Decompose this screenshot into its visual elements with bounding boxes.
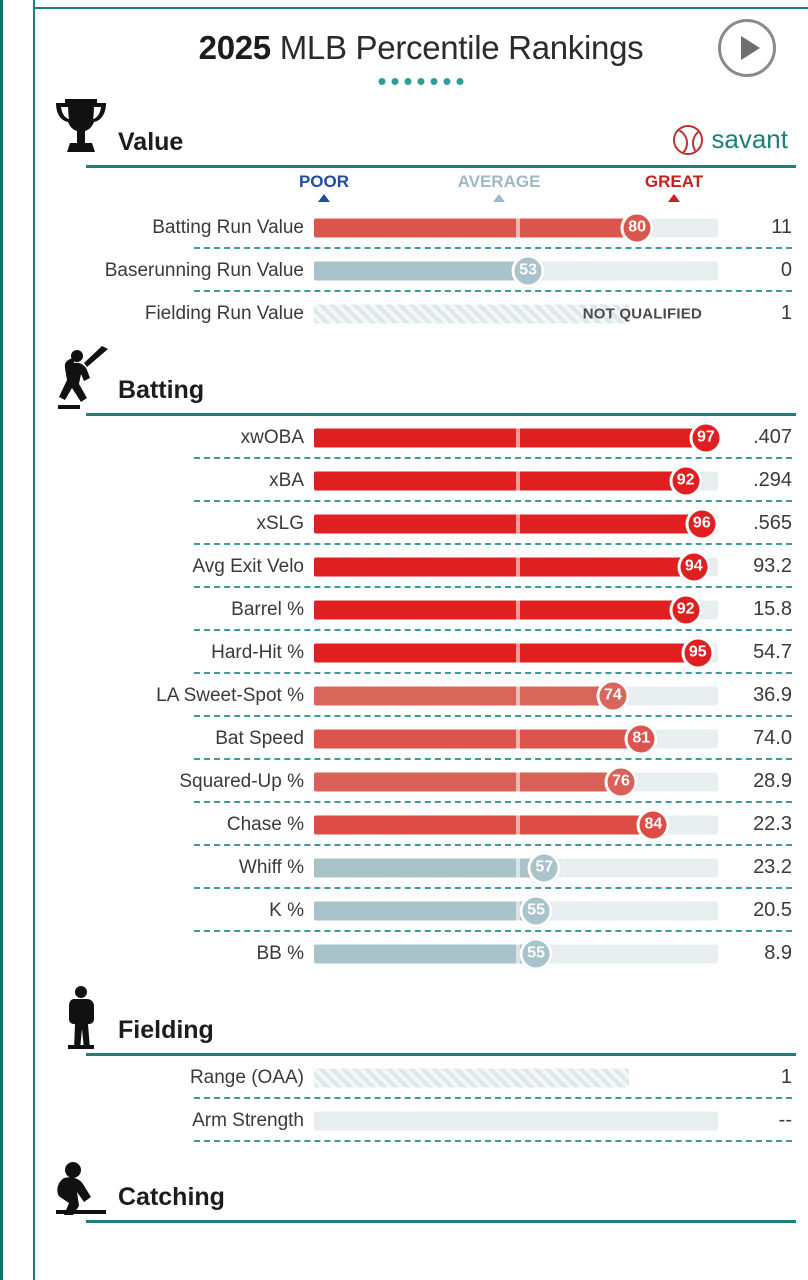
metric-bar-area: [314, 889, 718, 932]
not-qualified-note: NOT QUALIFIED: [582, 305, 702, 322]
legend-label-great: GREAT: [644, 172, 704, 191]
metric-row[interactable]: [46, 502, 796, 545]
percentile-bubble: 96: [685, 507, 718, 540]
left-border-rule: [33, 0, 35, 1280]
metric-label: Whiff %: [238, 856, 304, 878]
percentile-bubble: 92: [669, 593, 702, 626]
scale-legend: [46, 172, 796, 206]
metric-label: Baserunning Run Value: [104, 259, 304, 281]
metric-label: K %: [269, 899, 304, 921]
metric-fill: [314, 428, 706, 447]
rows-value: [46, 206, 796, 335]
metric-value: 22.3: [753, 813, 792, 835]
percentile-bubble: 94: [677, 550, 710, 583]
average-tick: [516, 557, 520, 576]
savant-brand: [673, 124, 788, 155]
row-separator: [194, 1140, 792, 1142]
section-rule-catching: [86, 1220, 796, 1223]
page-content: [36, 9, 808, 1280]
metric-row[interactable]: [46, 631, 796, 674]
section-rule-value: [86, 165, 796, 168]
batter-icon: [50, 343, 112, 413]
metric-label: Hard-Hit %: [211, 641, 304, 663]
legend-label-avg: AVERAGE: [457, 172, 541, 191]
metric-fill: [314, 643, 698, 662]
metric-fill: [314, 858, 544, 877]
average-tick: [516, 600, 520, 619]
carousel-dot[interactable]: [379, 78, 386, 85]
percentile-bubble: 80: [621, 211, 654, 244]
average-tick: [516, 772, 520, 791]
fielder-icon: [46, 981, 116, 1053]
metric-label: Range (OAA): [189, 1066, 304, 1088]
metric-bar-area: [314, 459, 718, 502]
metric-row[interactable]: [46, 932, 796, 975]
metric-value: 1: [780, 1066, 792, 1088]
metric-bar-area: [314, 932, 718, 975]
metric-value: --: [778, 1109, 792, 1131]
carousel-dot[interactable]: [457, 78, 464, 85]
average-tick: [516, 858, 520, 877]
legend-marker-great: [668, 194, 680, 202]
metric-fill: [314, 471, 686, 490]
rows-batting: [46, 416, 796, 975]
metric-bar-area: [314, 846, 718, 889]
metric-value: 1: [780, 302, 792, 324]
section-fielding: [46, 981, 796, 1142]
metric-row[interactable]: [46, 760, 796, 803]
metric-bar-area: [314, 1056, 718, 1099]
metric-row[interactable]: [46, 416, 796, 459]
metric-fill: [314, 944, 536, 963]
sections-container: [46, 93, 796, 1223]
metric-fill: [314, 815, 653, 834]
percentile-bubble: 55: [520, 894, 553, 927]
metric-fill: [314, 218, 637, 237]
page-title-year: 2025: [198, 29, 271, 66]
metric-label: xSLG: [256, 512, 304, 534]
carousel-dot[interactable]: [431, 78, 438, 85]
metric-row[interactable]: [46, 249, 796, 292]
section-header-catching: [46, 1148, 796, 1220]
percentile-bubble: 84: [637, 808, 670, 841]
metric-label: Batting Run Value: [152, 216, 304, 238]
section-catching: [46, 1148, 796, 1223]
metric-label: Avg Exit Velo: [192, 555, 304, 577]
carousel-dot[interactable]: [418, 78, 425, 85]
metric-row[interactable]: [46, 545, 796, 588]
metric-label: Arm Strength: [192, 1109, 304, 1131]
metric-label: Fielding Run Value: [144, 302, 304, 324]
average-tick: [516, 815, 520, 834]
metric-value: 0: [780, 259, 792, 281]
metric-bar-area: [314, 416, 718, 459]
percentile-bubble: 92: [669, 464, 702, 497]
metric-track: [314, 1068, 629, 1087]
average-tick: [516, 643, 520, 662]
metric-value: .294: [753, 469, 792, 491]
average-tick: [516, 686, 520, 705]
metric-label: Barrel %: [231, 598, 304, 620]
metric-bar-area: [314, 717, 718, 760]
metric-label: Squared-Up %: [179, 770, 304, 792]
rows-fielding: [46, 1056, 796, 1142]
percentile-bubble: 74: [596, 679, 629, 712]
metric-bar-area: [314, 249, 718, 292]
metric-row[interactable]: [46, 889, 796, 932]
average-tick: [516, 514, 520, 533]
metric-row[interactable]: [46, 803, 796, 846]
metric-bar-area: [314, 502, 718, 545]
metric-value: 54.7: [753, 641, 792, 663]
section-header-fielding: [46, 981, 796, 1053]
metric-value: 15.8: [753, 598, 792, 620]
section-title-value: Value: [118, 128, 184, 156]
metric-value: 11: [771, 216, 792, 238]
catcher-icon: [48, 1158, 114, 1220]
metric-value: 20.5: [753, 899, 792, 921]
metric-bar-area: [314, 292, 718, 335]
metric-row[interactable]: [46, 206, 796, 249]
page-title: [199, 29, 644, 67]
metric-fill: [314, 772, 621, 791]
metric-fill: [314, 901, 536, 920]
metric-value: .407: [753, 426, 792, 448]
metric-label: xwOBA: [240, 426, 304, 448]
carousel-dot[interactable]: [405, 78, 412, 85]
legend-marker-avg: [493, 194, 505, 202]
metric-fill: [314, 686, 613, 705]
metric-value: 8.9: [764, 942, 792, 964]
section-header-value: [46, 93, 796, 165]
metric-row[interactable]: [46, 717, 796, 760]
fielder-icon: [54, 983, 108, 1053]
metric-row[interactable]: [46, 846, 796, 889]
metric-label: BB %: [256, 942, 304, 964]
metric-fill: [314, 729, 641, 748]
percentile-bubble: 95: [681, 636, 714, 669]
play-button[interactable]: [718, 19, 776, 77]
average-tick: [516, 471, 520, 490]
average-tick: [516, 428, 520, 447]
percentile-bubble: 57: [528, 851, 561, 884]
metric-value: 28.9: [753, 770, 792, 792]
carousel-dot[interactable]: [444, 78, 451, 85]
metric-row[interactable]: [46, 674, 796, 717]
metric-value: 74.0: [753, 727, 792, 749]
section-value: [46, 93, 796, 335]
metric-value: .565: [753, 512, 792, 534]
trophy-icon: [46, 93, 116, 165]
metric-fill: [314, 261, 528, 280]
metric-value: 23.2: [753, 856, 792, 878]
trophy-icon: [52, 95, 110, 165]
page-title-row: [46, 9, 796, 87]
percentile-bubble: 55: [520, 937, 553, 970]
catcher-icon: [46, 1148, 116, 1220]
page-title-rest: MLB Percentile Rankings: [270, 29, 644, 66]
metric-value: 93.2: [753, 555, 792, 577]
average-tick: [516, 729, 520, 748]
metric-row[interactable]: [46, 292, 796, 335]
legend-marker-poor: [318, 194, 330, 202]
carousel-dot[interactable]: [392, 78, 399, 85]
percentile-bubble: 97: [689, 421, 722, 454]
metric-bar-area: [314, 588, 718, 631]
batter-icon: [46, 341, 116, 413]
percentile-bubble: 76: [605, 765, 638, 798]
metric-row[interactable]: [46, 1056, 796, 1099]
metric-track: [314, 1111, 718, 1130]
percentile-bubble: 81: [625, 722, 658, 755]
metric-label: xBA: [269, 469, 304, 491]
section-header-batting: [46, 341, 796, 413]
metric-bar-area: [314, 631, 718, 674]
section-batting: [46, 341, 796, 975]
section-title-catching: Catching: [118, 1183, 225, 1211]
metric-bar-area: [314, 1099, 718, 1142]
metric-bar-area: [314, 803, 718, 846]
metric-fill: [314, 600, 686, 619]
metric-fill: [314, 557, 694, 576]
legend-label-poor: POOR: [298, 172, 350, 191]
percentile-bubble: 53: [512, 254, 545, 287]
metric-fill: [314, 514, 702, 533]
section-title-batting: Batting: [118, 376, 205, 404]
metric-label: Bat Speed: [215, 727, 304, 749]
metric-bar-area: [314, 206, 718, 249]
metric-row[interactable]: [46, 459, 796, 502]
metric-row[interactable]: [46, 588, 796, 631]
metric-bar-area: [314, 760, 718, 803]
baseball-icon: [673, 125, 703, 155]
savant-label: savant: [711, 124, 788, 154]
average-tick: [516, 218, 520, 237]
metric-row[interactable]: [46, 1099, 796, 1142]
metric-label: LA Sweet-Spot %: [156, 684, 304, 706]
metric-bar-area: [314, 674, 718, 717]
metric-value: 36.9: [753, 684, 792, 706]
metric-bar-area: [314, 545, 718, 588]
carousel-dots[interactable]: [379, 78, 464, 85]
section-title-fielding: Fielding: [118, 1016, 214, 1044]
metric-label: Chase %: [226, 813, 304, 835]
play-icon: [741, 36, 760, 60]
